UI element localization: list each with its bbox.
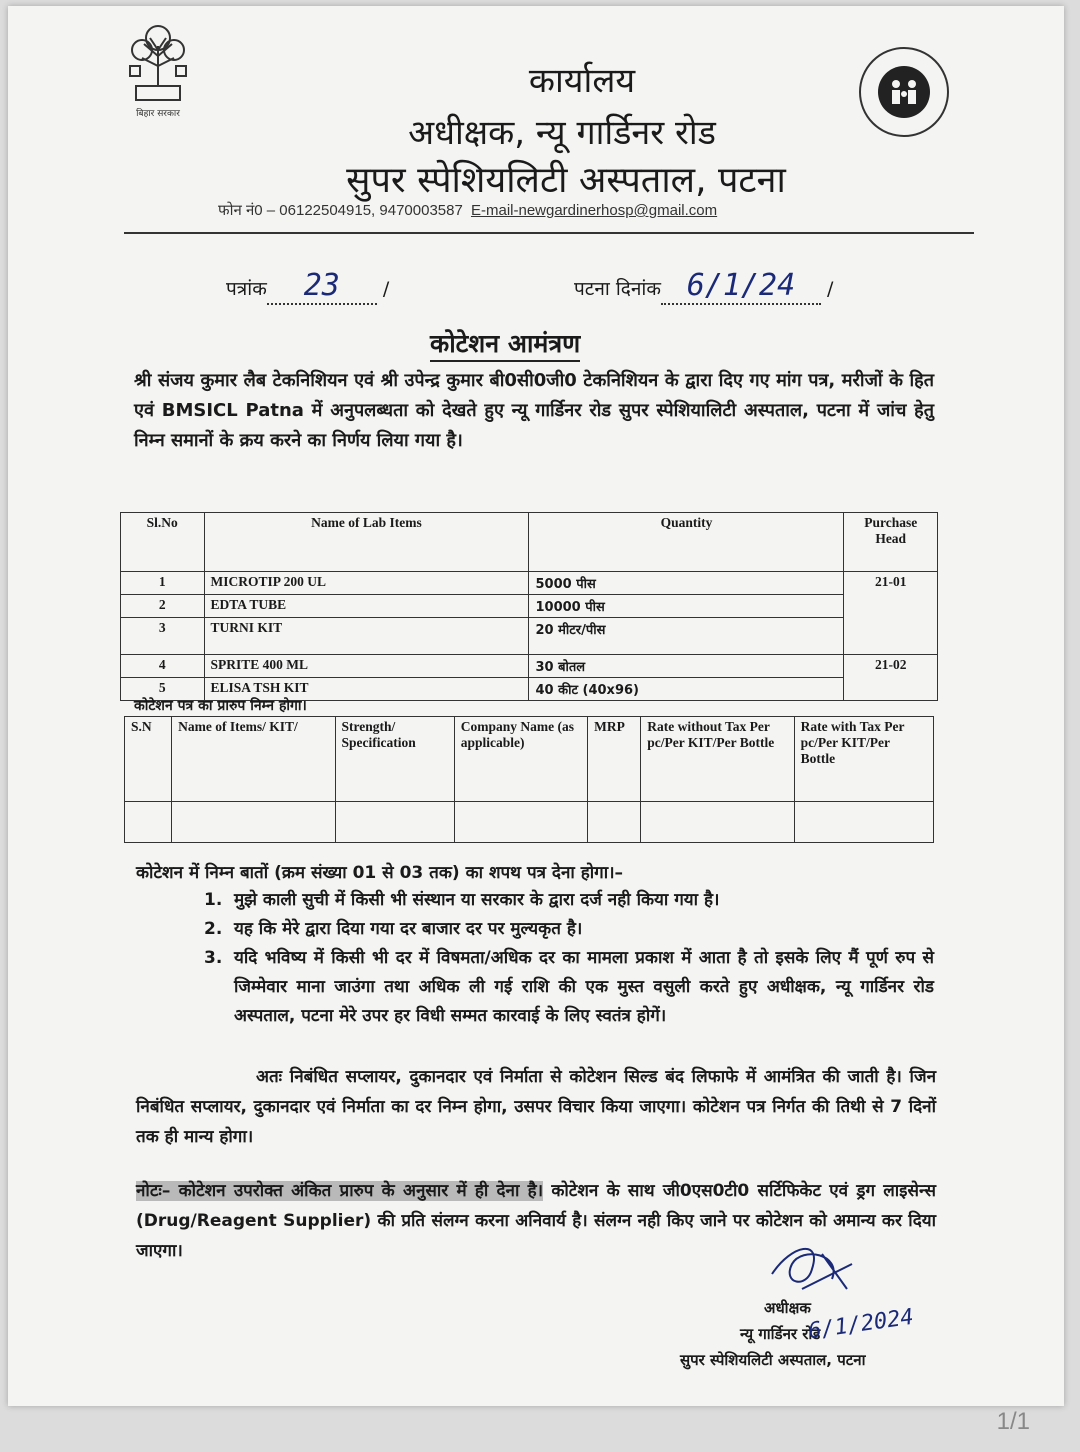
table-row: 5 ELISA TSH KIT 40 कीट (40x96)	[121, 678, 938, 701]
table-row	[125, 802, 934, 843]
signature-icon	[752, 1234, 862, 1304]
letter-number: पत्रांक 23 /	[226, 268, 390, 303]
quotation-format-table: S.N Name of Items/ KIT/ Strength/ Specification Company Name (as applicable) MRP Rate without Tax Per pc/Per KIT/Per Bottle Rate with Tax Per pc/Per KIT/Per Bottle	[124, 716, 934, 843]
patrank-label: पत्रांक	[226, 278, 267, 300]
note-text: कोटेशन के साथ जी0एस0टी0 सर्टिफिकेट एवं ड्रग लाइसेन्स (Drug/Reagent Supplier) की प्रति संलग्न करना अनिवार्य है। संलग्न नही किए जाने पर कोटेशन को अमान्य कर दिया जाएगा।	[136, 1181, 936, 1261]
affidavit-intro: कोटेशन में निम्न बातों (क्रम संख्या 01 से 03 तक) का शपथ पत्र देना होगा।–	[136, 863, 624, 883]
page-indicator: 1/1	[996, 1408, 1030, 1435]
signatory-office: न्यू गार्डिनर रोड	[740, 1325, 821, 1343]
signatory-title: अधीक्षक	[764, 1299, 811, 1317]
handwritten-date: 6/1/2024	[806, 1304, 916, 1345]
lab-items-table	[120, 512, 938, 701]
list-item: 2. यह कि मेरे द्वारा दिया गया दर बाजार दर पर मुल्यकृत है।	[204, 919, 583, 939]
col-quantity: Quantity	[529, 513, 844, 572]
patrank-value: 23	[303, 268, 340, 303]
table-row: 1 MICROTIP 200 UL 5000 पीस 21-01	[121, 572, 938, 595]
list-item: 3. यदि भविष्य में किसी भी दर में विषमता/अधिक दर का मामला प्रकाश में आता है तो इसके लिए मैं पूर्ण रुप से जिम्मेवार माना जाउंगा तथा अधिक ली गई राशि की एक मुस्त वसुली करते हुए अधीक्षक, न्यू गार्डिनर रोड अस्पताल, पटना मेरे उपर हर विधी सम्मत कारवाई के लिए स्वतंत्र होगें।	[204, 948, 934, 1026]
document-title: कोटेशन आमंत्रण	[430, 326, 580, 362]
phone-numbers: फोन नं0 – 06122504915, 9470003587	[218, 202, 463, 219]
emblem-caption: बिहार सरकार	[136, 109, 180, 119]
date-label: पटना दिनांक	[574, 278, 661, 300]
note-highlight: नोटः– कोटेशन उपरोक्त अंकित प्रारुप के अनुसार में ही देना है।	[136, 1181, 544, 1201]
table-row: 3 TURNI KIT 20 मीटर/पीस	[121, 618, 938, 655]
intro-paragraph: श्री संजय कुमार लैब टेकनिशियन एवं श्री उपेन्द्र कुमार बी0सी0जी0 टेकनिशियन के द्वारा दिए गए मांग पत्र, मरीजों के हित एवं BMSICL Patna में अनुपलब्धता को देखते हुए न्यू गार्डिनर रोड सुपर स्पेशियालिटी अस्पताल, पटना में जांच हेतु निम्न समानों के क्रय करने का निर्णय लिया गया है।	[134, 370, 934, 451]
header-divider	[124, 232, 974, 234]
letter-date: पटना दिनांक 6/1/24 /	[574, 268, 834, 303]
condition-list	[204, 886, 934, 1031]
invitation-paragraph: अतः निबंधित सप्लायर, दुकानदार एवं निर्माता से कोटेशन सिल्ड बंद लिफाफे में आमंत्रित की जाती है। जिन निबंधित सप्लायर, दुकानदार एवं निर्माता का दर निम्न होगा, उसपर विचार किया जाएगा। कोटेशन पत्र निर्गत की तिथी से 7 दिनों तक ही मान्य होगा।	[136, 1067, 936, 1147]
col-name: Name of Lab Items	[204, 513, 529, 572]
col-slno: Sl.No	[121, 513, 205, 572]
col-purchase-head: Purchase Head	[844, 513, 938, 572]
list-item: 1. मुझे काली सुची में किसी भी संस्थान या सरकार के द्वारा दर्ज नही किया गया है।	[204, 890, 720, 910]
format-note: कोटेशन पत्र का प्रारुप निम्न होगा।	[134, 698, 307, 714]
signatory-hospital: सुपर स्पेशियलिटी अस्पताल, पटना	[680, 1351, 866, 1369]
document-page	[8, 6, 1064, 1406]
hospital-name: सुपर स्पेशियलिटी अस्पताल, पटना	[346, 160, 786, 201]
office-heading: कार्यालय	[528, 61, 636, 101]
table-row: 2 EDTA TUBE 10000 पीस	[121, 595, 938, 618]
table-row: 4 SPRITE 400 ML 30 बोतल 21-02	[121, 655, 938, 678]
email-address: E-mail-newgardinerhosp@gmail.com	[470, 202, 718, 219]
date-value: 6/1/24	[686, 268, 796, 303]
office-subheading: अधीक्षक, न्यू गार्डिनर रोड	[408, 113, 716, 153]
contact-line	[218, 200, 717, 220]
